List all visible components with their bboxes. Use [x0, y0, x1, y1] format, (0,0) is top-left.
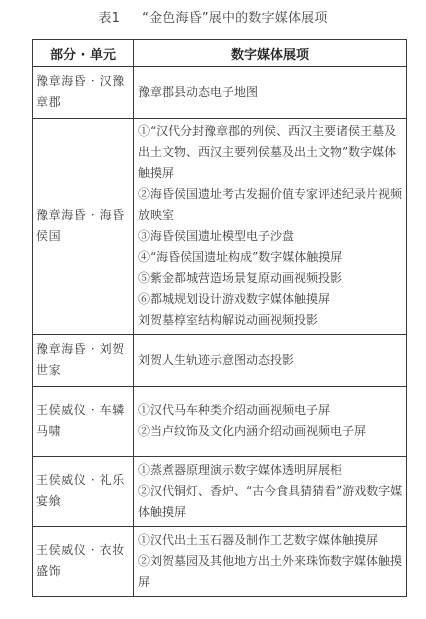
table-row: [33, 387, 407, 457]
part-cell: 王侯威仪 · 衣妆盛饰: [33, 527, 134, 597]
items-cell: [134, 457, 407, 527]
digital-media-table: [32, 39, 407, 597]
media-item: ①“汉代分封豫章郡的列侯、西汉主要诸侯王墓及出土文物、西汉主要列侯墓及出土文物”数字媒体触摸屏: [138, 124, 397, 180]
table-header-row: [33, 40, 407, 67]
part-cell: 豫章海昏 · 海昏侯国: [33, 119, 134, 335]
media-item: ⑤紫金都城营造场景复原动画视频投影: [138, 271, 343, 285]
media-item: ①汉代出土玉石器及制作工艺数字媒体触摸屏: [138, 532, 379, 547]
items-cell: [134, 67, 407, 119]
header-part-unit: 部分 · 单元: [33, 40, 134, 67]
table-row: [33, 119, 407, 335]
table-number: 表1: [98, 11, 121, 26]
items-cell: [134, 119, 407, 335]
media-item: 刘贺墓椁室结构解说动画视频投影: [138, 313, 319, 327]
items-cell: [134, 527, 407, 597]
media-item: ⑥都城规划设计游戏数字媒体触摸屏: [138, 292, 331, 306]
media-item: ②汉代铜灯、香炉、“古今食具猜猜看”游戏数字媒体触摸屏: [138, 483, 403, 519]
media-item: ③海昏侯国遗址模型电子沙盘: [138, 229, 295, 243]
media-item: ①蒸煮器原理演示数字媒体透明屏展柜: [138, 462, 343, 477]
table-caption: [0, 7, 426, 26]
items-cell: [134, 387, 407, 457]
part-cell: 豫章海昏 · 汉豫章郡: [33, 67, 134, 119]
part-cell: 王侯威仪 · 礼乐宴飨: [33, 457, 134, 527]
table-row: [33, 457, 407, 527]
media-item: 刘贺人生轨迹示意图动态投影: [138, 352, 295, 367]
media-item: ④“海昏侯国遗址构成”数字媒体触摸屏: [138, 250, 343, 264]
part-cell: 王侯威仪 · 车辚马啸: [33, 387, 134, 457]
media-item: ②海昏侯国遗址考古发掘价值专家评述纪录片视频放映室: [138, 187, 403, 222]
header-media-items: 数字媒体展项: [134, 40, 407, 67]
table-row: [33, 67, 407, 119]
table-title: “金色海昏”展中的数字媒体展项: [142, 11, 328, 26]
media-item: ①汉代马车种类介绍动画视频电子屏: [138, 403, 331, 417]
table-row: [33, 527, 407, 597]
part-cell: 豫章海昏 · 刘贺世家: [33, 335, 134, 387]
items-cell: [134, 335, 407, 387]
table-row: [33, 335, 407, 387]
media-item: ②刘贺墓园及其他地方出土外来珠饰数字媒体触摸屏: [138, 553, 403, 589]
media-item: ②当卢纹饰及文化内涵介绍动画视频电子屏: [138, 424, 367, 438]
media-item: 豫章郡县动态电子地图: [138, 84, 259, 99]
